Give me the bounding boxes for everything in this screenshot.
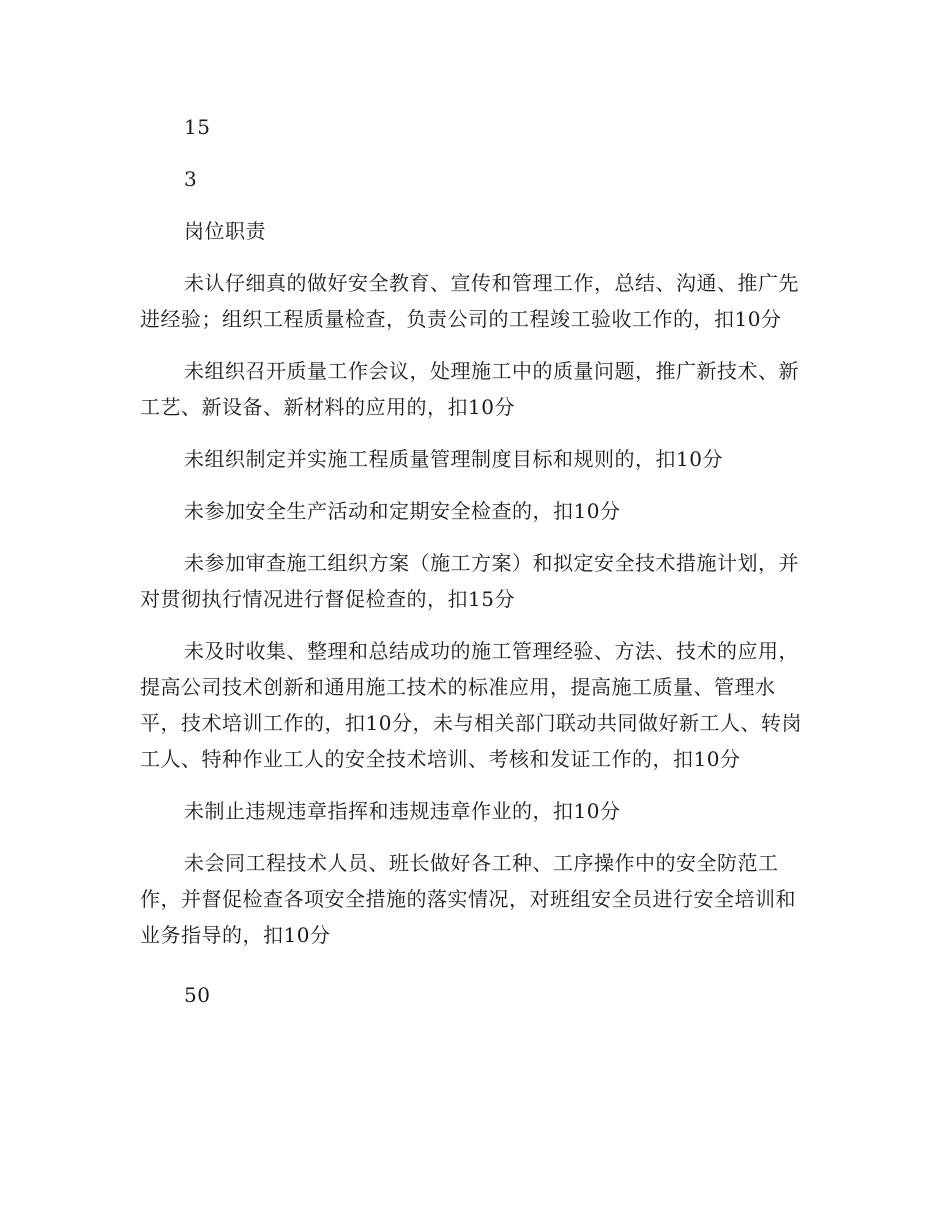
paragraph: 未制止违规违章指挥和违规违章作业的，扣10分 xyxy=(184,799,621,823)
paragraph: 未参加安全生产活动和定期安全检查的，扣10分 xyxy=(184,499,621,523)
paragraph-number-50: 50 xyxy=(184,983,211,1007)
paragraph-number-3: 3 xyxy=(184,167,198,191)
paragraph: 未认仔细真的做好安全教育、宣传和管理工作，总结、沟通、推广先进经验；组织工程质量检查，负责公司的工程竣工验收工作的，扣10分 xyxy=(140,271,799,331)
paragraph: 未组织制定并实施工程质量管理制度目标和规则的，扣10分 xyxy=(184,447,723,471)
document-body xyxy=(140,109,804,1029)
paragraph: 未参加审查施工组织方案（施工方案）和拟定安全技术措施计划，并对贯彻执行情况进行督促检查的，扣15分 xyxy=(140,551,799,611)
section-heading: 岗位职责 xyxy=(184,219,266,243)
paragraph: 未组织召开质量工作会议，处理施工中的质量问题，推广新技术、新工艺、新设备、新材料的应用的，扣10分 xyxy=(140,359,799,419)
paragraph: 未会同工程技术人员、班长做好各工种、工序操作中的安全防范工作，并督促检查各项安全措施的落实情况，对班组安全员进行安全培训和业务指导的，扣10分 xyxy=(140,851,796,947)
paragraph-number-15: 15 xyxy=(184,115,211,139)
paragraph: 未及时收集、整理和总结成功的施工管理经验、方法、技术的应用，提高公司技术创新和通用施工技术的标准应用，提高施工质量、管理水平，技术培训工作的，扣10分，未与相关部门联动共同做好新工人、转岗工人、特种作业工人的安全技术培训、考核和发证工作的，扣10分 xyxy=(140,639,802,771)
